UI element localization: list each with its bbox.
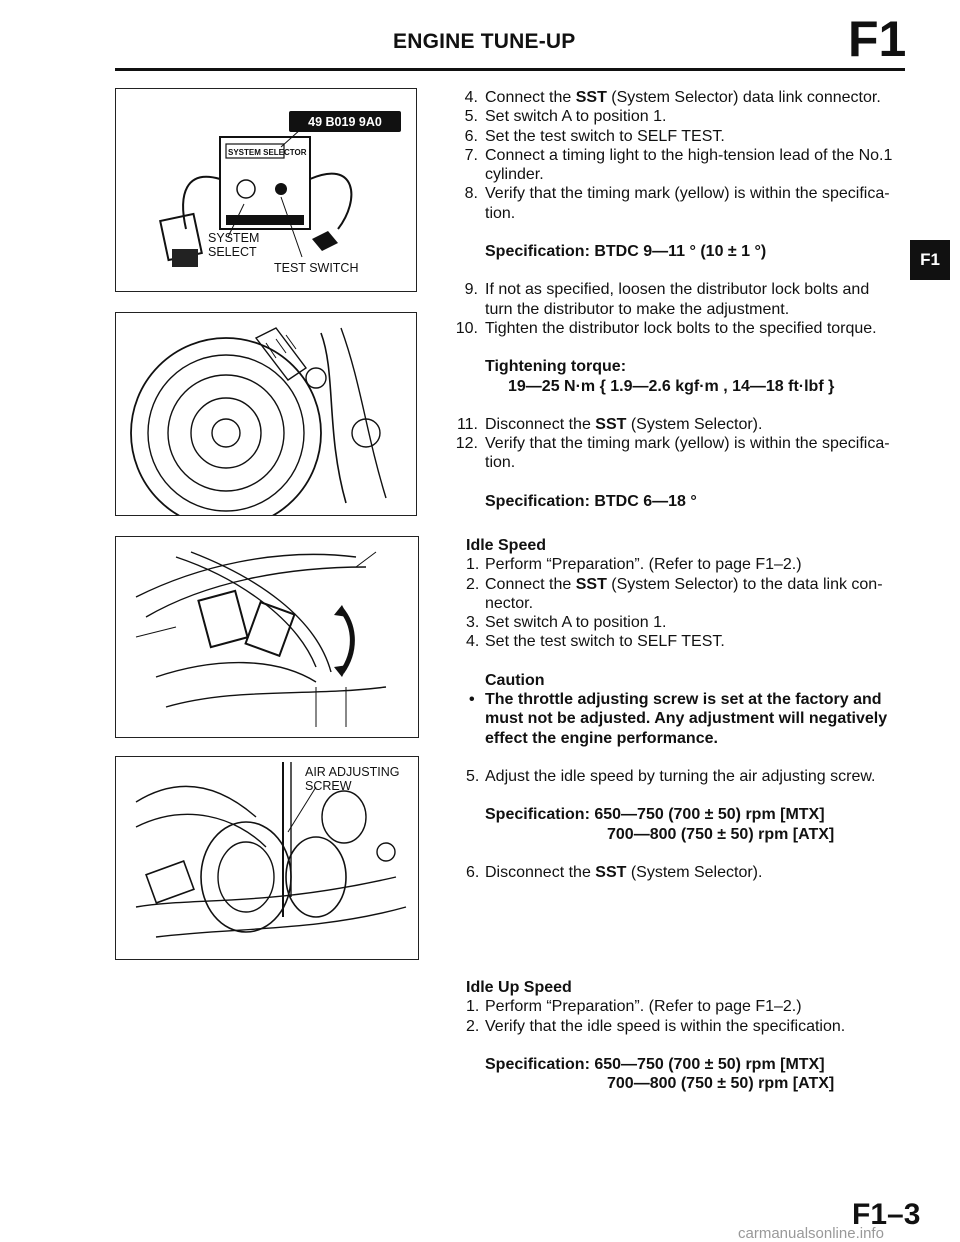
idle-speed-section [444, 536, 910, 882]
list-item: 11. Disconnect the SST (System Selector). [456, 415, 763, 433]
list-item: 2. Verify that the idle speed is within the specification. [466, 1017, 846, 1035]
page-title: ENGINE TUNE-UP [393, 30, 576, 53]
list-item: 5. Adjust the idle speed by turning the air adjusting screw. [466, 767, 876, 785]
spec-idle-speed-mtx: Specification: 650—750 (700 ± 50) rpm [MTX] [485, 806, 825, 824]
list-item: 1. Perform “Preparation”. (Refer to page F1–2.) [466, 556, 802, 574]
torque-label: Tightening torque: [485, 358, 627, 376]
list-item: 4. Connect the SST (System Selector) data link connector. [464, 89, 881, 106]
label-system-selector: SYSTEM SELECTOR [228, 148, 307, 157]
section-heading-idle-up-speed: Idle Up Speed [466, 979, 572, 996]
caution-heading: Caution [485, 671, 545, 689]
label-air-adjusting-2: SCREW [305, 779, 352, 793]
list-item: 6. Disconnect the SST (System Selector). [466, 863, 763, 881]
section-heading-idle-speed: Idle Speed [466, 537, 547, 554]
throttle-body-illustration [116, 757, 418, 959]
list-item: 2. Connect the SST (System Selector) to the data link con-nector. [466, 575, 883, 612]
list-item: 10. Tighten the distributor lock bolts to the specified torque. [455, 319, 877, 337]
torque-value: 19—25 N·m { 1.9—2.6 kgf·m , 14—18 ft·lbf } [508, 377, 835, 395]
label-select: SELECT [208, 245, 257, 259]
spec-timing-1: Specification: BTDC 9—11 ° (10 ± 1 °) [485, 243, 767, 261]
idle-up-speed-section [444, 978, 910, 1093]
header-rule [115, 68, 905, 71]
figure-timing-mark [115, 312, 417, 516]
figure-data-link-connector [115, 536, 419, 738]
watermark: carmanualsonline.info [738, 1225, 884, 1242]
list-item: 3. Set switch A to position 1. [466, 614, 667, 632]
list-item: 12. Verify that the timing mark (yellow) is within the specifica-tion. [455, 435, 890, 472]
list-item: 5. Set switch A to position 1. [464, 108, 667, 126]
ignition-timing-section [444, 88, 910, 511]
list-item: 1. Perform “Preparation”. (Refer to page F1–2.) [466, 998, 802, 1016]
label-system: SYSTEM [208, 231, 260, 245]
spec-timing-2: Specification: BTDC 6—18 ° [485, 492, 697, 510]
page-number: F1–3 [852, 1198, 921, 1231]
list-item: 8. Verify that the timing mark (yellow) is within the specifica-tion. [464, 185, 890, 222]
figure-system-selector [115, 88, 417, 292]
list-item: 4. Set the test switch to SELF TEST. [466, 633, 725, 651]
caution-item: • The throttle adjusting screw is set at the factory and must not be adjusted. Any adjustment will negatively effect the engine performance. [469, 691, 888, 747]
list-item: 9. If not as specified, loosen the distributor lock bolts and turn the distributor to make the adjustment. [464, 281, 870, 318]
figure-air-adjusting-screw [115, 756, 419, 960]
section-tab-marker: F1 [910, 240, 950, 280]
list-item: 7. Connect a timing light to the high-tension lead of the No.1 cylinder. [464, 146, 893, 184]
pulley-timing-illustration [116, 313, 416, 515]
tool-part-number: 49 B019 9A0 [289, 111, 401, 132]
list-item: 6. Set the test switch to SELF TEST. [464, 127, 725, 145]
label-air-adjusting-1: AIR ADJUSTING [305, 765, 400, 779]
spec-idle-up-mtx: Specification: 650—750 (700 ± 50) rpm [MTX] [485, 1055, 825, 1073]
spec-idle-speed-atx: 700—800 (750 ± 50) rpm [ATX] [607, 825, 835, 843]
section-code: F1 [848, 11, 907, 67]
spec-idle-up-atx: 700—800 (750 ± 50) rpm [ATX] [607, 1075, 835, 1093]
connector-illustration [116, 537, 418, 737]
label-test-switch: TEST SWITCH [274, 261, 359, 275]
